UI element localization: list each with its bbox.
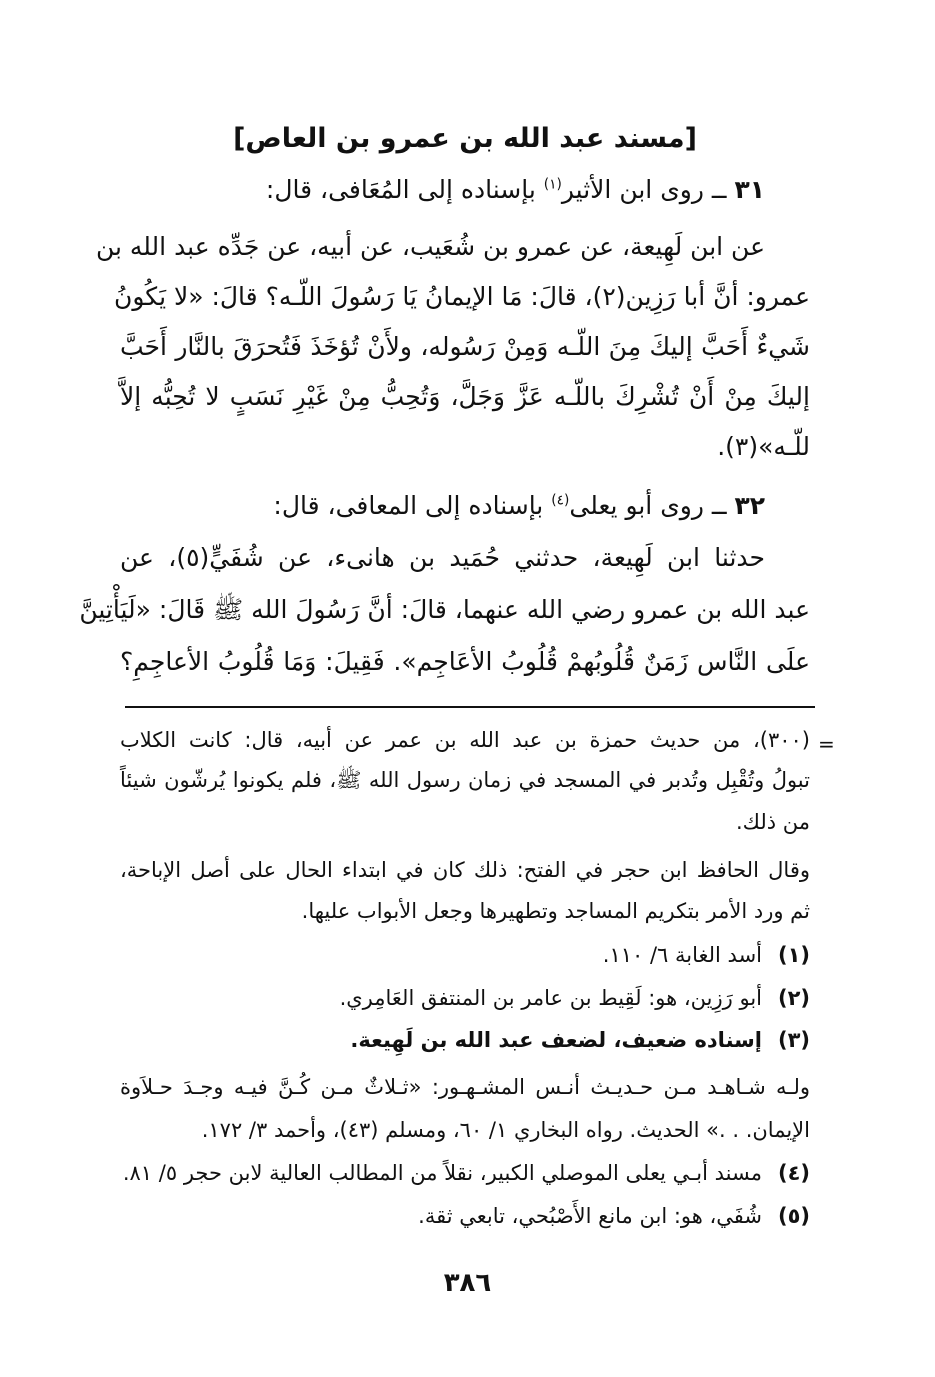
footnote-3-text: إسناده ضعيف، لضعف عبد الله بن لَهِيعة. [350,1028,762,1052]
hadith-31-intro-text: ــ روى ابن الأثير [561,175,735,204]
hadith-31-last-line: للّـه»(٣). [717,432,810,461]
footnote-ref-1[interactable]: (١) [543,176,562,193]
footnote-3-extra-line-1: ولـه شـاهـد مـن حـديـث أنـس المشـهـور: «ثـلاثٌ مـن كُـنَّ فيـه وجـدَ حـلاَوة [120,1075,810,1099]
footnote-continuation-line-3: من ذلك. [735,810,810,834]
footnote-hafiz-line-2: ثم ورد الأمر بتكريم المساجد وتطهيرها وجعل الأبواب عليها. [301,899,810,923]
footnote-3-number: (٣) [777,1028,810,1052]
footnote-2-number: (٢) [777,986,810,1010]
footnote-1-number: (١) [777,943,810,967]
hadith-31-line-2: عمرو: أنَّ أبا رَزِين(٢)، قالَ: مَا الإيمانُ يَا رَسُولَ اللّـه؟ قالَ: «لا يَكُونُ [113,282,810,311]
footnote-hafiz-line-1: وقال الحافظ ابن حجر في الفتح: ذلك كان في ابتداء الحال على أصل الإباحة، [120,858,810,882]
hadith-32-line-3: علَى النَّاس زَمَنٌ قُلُوبُهمْ قُلُوبُ الأعَاجِم». فَقِيلَ: وَمَا قُلُوبُ الأعاجِمِ؟ [120,647,810,676]
hadith-31-line-3: شَيءٌ أَحَبَّ إليكَ مِنَ اللّـه وَمِنْ رَسُوله، ولأَنْ تُؤخَذَ فَتُحرَقَ بالنَّار أَحَبَّ [120,332,810,361]
hadith-32-intro-text: ــ روى أبو يعلى [569,491,735,520]
footnote-separator [125,706,815,708]
footnote-ref-4[interactable]: (٤) [551,492,570,509]
continuation-mark: = [818,732,835,756]
hadith-31-line-4: إليكَ مِنْ أَنْ تُشْرِكَ باللّـه عَزَّ وَجَلَّ، وَتُحِبُّ مِنْ غَيْرِ نَسَبٍ لا تُحِبُّه إلاَّ [120,382,810,411]
footnote-4 [120,1163,810,1184]
hadith-32-number: ٣٢ [734,491,765,520]
footnote-1-text: أسد الغابة ٦/ ١١٠. [602,943,762,967]
footnote-5-text: شُفَي، هو: ابن مانع الأَصْبُحي، تابعي ثقة. [418,1204,762,1228]
hadith-32-intro [120,493,765,518]
footnote-3 [120,1030,810,1051]
footnote-4-number: (٤) [777,1161,810,1185]
hadith-32-intro-rest: بإسناده إلى المعافى، قال: [273,491,552,520]
hadith-31-intro [120,177,765,202]
hadith-32-line-1: حدثنا ابن لَهِيعة، حدثني حُمَيد بن هانىء، عن شُفَيٍّ(٥)، عن [120,543,765,572]
hadith-32-line-2: عبد الله بن عمرو رضي الله عنهما، قالَ: أنَّ رَسُولَ الله ﷺ قَالَ: «لَيَأْتِينَّ [79,595,810,624]
hadith-31-number: ٣١ [734,175,765,204]
footnote-2 [120,988,810,1009]
footnote-1 [120,945,810,966]
footnote-2-text: أبو رَزِين، هو: لَقِيط بن عامر بن المنتفق العَامِري. [339,986,762,1010]
footnote-continuation-line-2: تبولُ وتُقْبِل وتُدبر في المسجد في زمان رسول الله ﷺ، فلم يكونوا يُرشّون شيئاً [120,768,810,792]
footnote-continuation-line-1: (٣٠٠)، من حديث حمزة بن عبد الله بن عمر عن أبيه، قال: كانت الكلاب [120,728,810,752]
footnote-5 [120,1206,810,1227]
footnote-3-extra-line-2: الإيمان. . .» الحديث. رواه البخاري ١/ ٦٠، ومسلم (٤٣)، وأحمد ٣/ ١٧٢. [201,1118,810,1142]
footnote-5-number: (٥) [777,1204,810,1228]
hadith-31-intro-rest: بإسناده إلى المُعَافى، قال: [265,175,544,204]
section-title: [مسند عبد الله بن عمرو بن العاص] [233,123,697,154]
hadith-31-line-1: عن ابن لَهِيعة، عن عمرو بن شُعَيب، عن أبيه، عن جَدِّه عبد الله بن [95,232,765,261]
page-number: ٣٨٦ [443,1268,492,1298]
footnote-4-text: مسند أبـي يعلى الموصلي الكبير، نقلاً من المطالب العالية لابن حجر ٥/ ٨١. [122,1161,762,1185]
